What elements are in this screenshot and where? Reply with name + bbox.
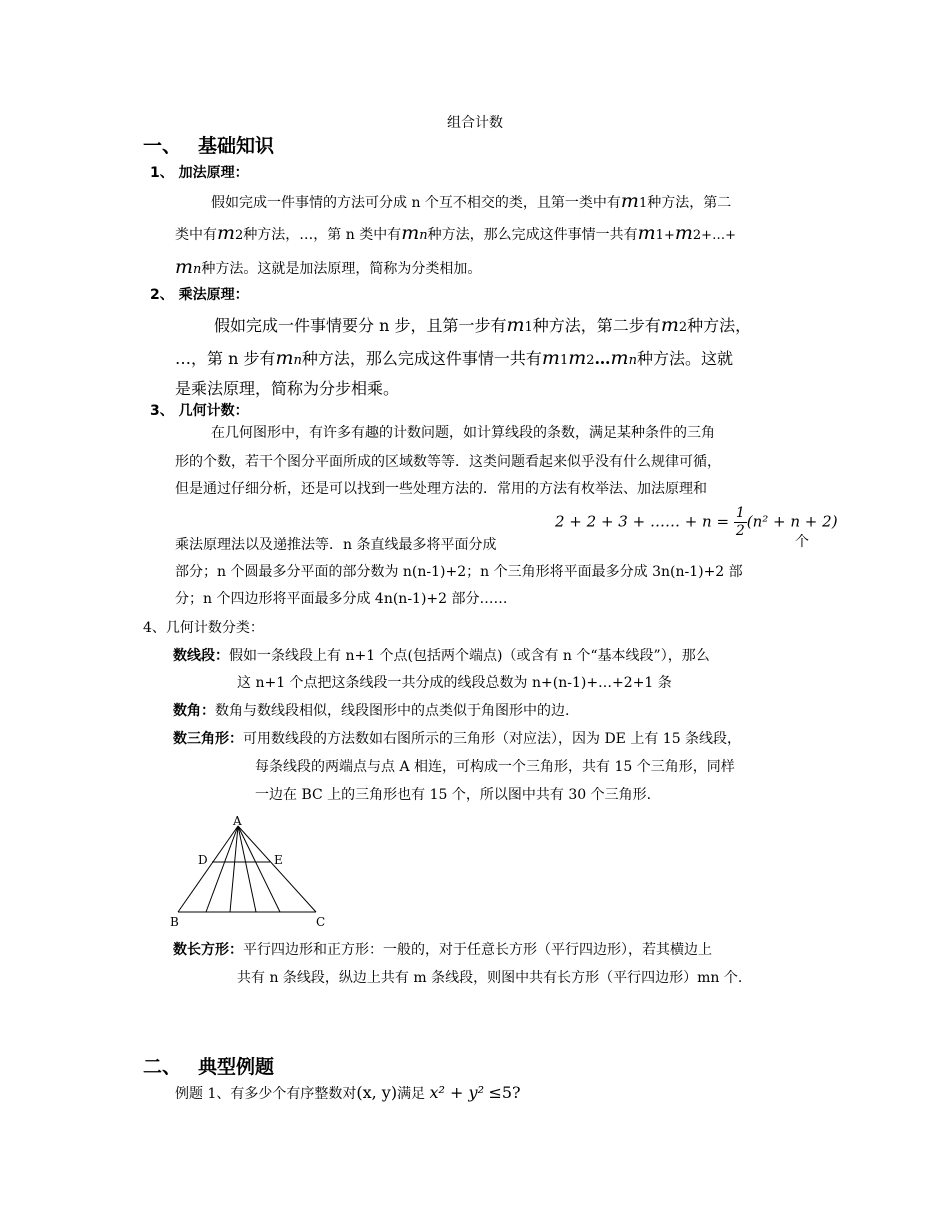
side-ab [178, 826, 238, 912]
triangle-figure [168, 812, 333, 930]
label-c: C [316, 915, 326, 929]
multiplication-line-3: 是乘法原理，简称为分步相乘。 [175, 379, 400, 398]
count-triangles-line-3: 一边在 BC 上的三角形也有 15 个，所以图中共有 30 个三角形. [255, 787, 652, 803]
addition-line-2: 类中有m2种方法，…，第 n 类中有mn种方法，那么完成这件事情一共有m1+m2+…+ [175, 222, 736, 244]
count-triangles: 数三角形：可用数线段的方法数如右图所示的三角形（对应法），因为 DE 上有 15 条线段， [173, 731, 742, 747]
addition-line-3: mn种方法。这就是加法原理，简称为分类相加。 [175, 256, 482, 278]
geometry-line-2: 形的个数，若干个图分平面所成的区域数等等．这类问题看起来似乎没有什么规律可循， [175, 454, 721, 470]
geometry-line-5: 部分；n 个圆最多分平面的部分数为 n(n-1)+2；n 个三角形将平面最多分成 3n(n-1)+2 部 [175, 564, 743, 580]
cevian-line [238, 826, 256, 912]
count-segments-line-2: 这 n+1 个点把这条线段一共分成的线段总数为 n+(n-1)+…+2+1 条 [237, 675, 672, 691]
count-rectangles: 数长方形：平行四边形和正方形：一般的，对于任意长方形（平行四边形），若其横边上 [173, 942, 712, 958]
label-d: D [198, 853, 208, 867]
geometry-counting-label: 3、 几何计数： [150, 403, 249, 419]
section2-number: 二、 [143, 1056, 182, 1078]
addition-line-1: 假如完成一件事情的方法可分成 n 个互不相交的类，且第一类中有m1种方法，第二 [211, 190, 732, 212]
multiplication-line-2: …，第 n 步有mn种方法，那么完成这件事情一共有m1m2…mn种方法。这就 [175, 347, 733, 369]
label-a: A [233, 814, 242, 828]
count-triangles-line-2: 每条线段的两端点与点 A 相连，可构成一个三角形，共有 15 个三角形，同样 [255, 759, 735, 775]
cevian-line [206, 826, 238, 912]
side-ac [238, 826, 316, 912]
formula-fraction: $\frac{1}{2}$ [735, 505, 745, 539]
classification-label: 4、几何计数分类： [143, 620, 264, 636]
count-segments: 数线段：假如一条线段上有 n+1 个点(包括两个端点)（或含有 n 个“基本线段”），那么 [173, 648, 710, 664]
section2-title: 典型例题 [198, 1056, 275, 1078]
section1-title: 基础知识 [198, 135, 275, 157]
addition-principle-label: 1、 加法原理： [150, 165, 249, 181]
page-title: 组合计数 [447, 115, 503, 131]
label-b: B [170, 915, 179, 929]
geometry-line-4: 乘法原理法以及递推法等．n 条直线最多将平面分成 [175, 537, 497, 553]
planes-formula: 2 + 2 + 3 + …… + n = $\frac{1}{2}$ (n² + n + 2) [555, 505, 838, 539]
cevian-line [230, 826, 238, 912]
geometry-line-1: 在几何图形中，有许多有趣的计数问题，如计算线段的条数，满足某种条件的三角 [211, 425, 715, 441]
multiplication-principle-label: 2、 乘法原理： [150, 287, 249, 303]
count-angles: 数角：数角与数线段相似，线段图形中的点类似于角图形中的边. [173, 703, 570, 719]
section1-number: 一、 [143, 135, 182, 157]
label-e: E [274, 853, 283, 867]
geometry-line-4-end: 个 [795, 534, 809, 550]
geometry-line-3: 但是通过仔细分析，还是可以找到一些处理方法的．常用的方法有枚举法、加法原理和 [175, 481, 707, 497]
geometry-line-6: 分；n 个四边形将平面最多分成 4n(n-1)+2 部分…… [175, 591, 508, 607]
example-1: 例题 1、有多少个有序整数对(x, y)满足 x² + y² ≤5? [175, 1083, 521, 1102]
multiplication-line-1: 假如完成一件事情要分 n 步，且第一步有m1种方法，第二步有m2种方法， [214, 314, 752, 336]
count-rectangles-line-2: 共有 n 条线段，纵边上共有 m 条线段，则图中共有长方形（平行四边形）mn 个. [237, 970, 743, 986]
cevian-line [238, 826, 280, 912]
